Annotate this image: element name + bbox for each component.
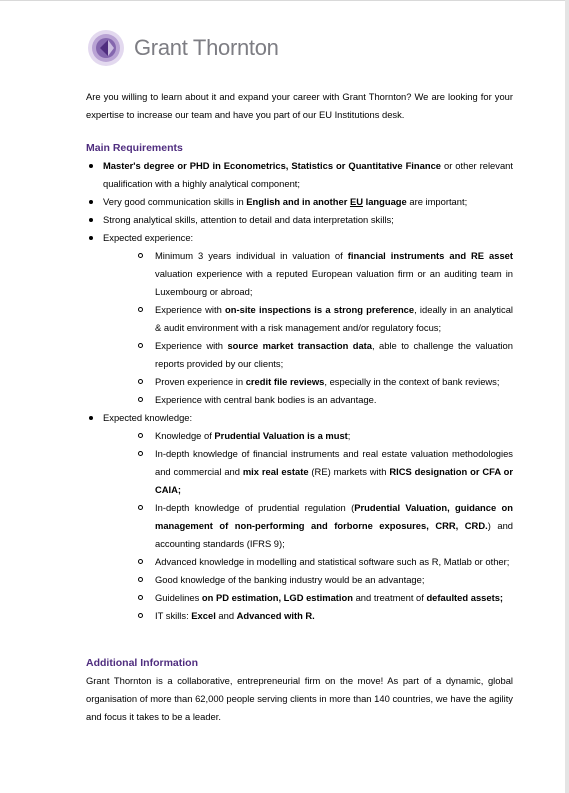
additional-information-section — [86, 654, 513, 726]
list-item: In-depth knowledge of financial instruments and real estate valuation methodologies and commercial and mix real estate (RE) markets with RICS designation or CFA or CAIA; — [138, 445, 513, 499]
main-requirements-heading: Main Requirements — [86, 142, 183, 154]
document-body — [86, 88, 513, 726]
list-item: Minimum 3 years individual in valuation of financial instruments and RE asset valuation experience with a reputed European valuation firm or an auditing team in Luxembourg or abroad; — [138, 247, 513, 301]
list-item: Good knowledge of the banking industry would be an advantage; — [138, 571, 513, 589]
list-item: Experience with on-site inspections is a strong preference, ideally in an analytical & audit environment with a risk management and/or regulatory focus; — [138, 301, 513, 337]
additional-information-heading: Additional Information — [86, 657, 198, 669]
list-item: In-depth knowledge of prudential regulation (Prudential Valuation, guidance on management of non-performing and forborne exposures, CRR, CRD.) and accounting standards (IFRS 9); — [138, 499, 513, 553]
list-item: Very good communication skills in English and in another EU language are important; — [86, 193, 513, 211]
logo-wordmark: Grant Thornton — [134, 35, 279, 60]
list-item: Strong analytical skills, attention to detail and data interpretation skills; — [86, 211, 513, 229]
list-item: IT skills: Excel and Advanced with R. — [138, 607, 513, 625]
page-right-border — [565, 0, 569, 793]
page-top-border — [0, 0, 569, 1]
list-item: Experience with central bank bodies is an advantage. — [138, 391, 513, 409]
logo-mark-icon — [87, 29, 125, 67]
experience-sublist — [103, 247, 513, 409]
list-item: Knowledge of Prudential Valuation is a must; — [138, 427, 513, 445]
intro-paragraph: Are you willing to learn about it and expand your career with Grant Thornton? We are looking for your expertise to increase our team and have you part of our EU Institutions desk. — [86, 91, 513, 120]
list-item-expected-knowledge: Expected knowledge: Knowledge of Prudential Valuation is a must; In-depth knowledge of financial instruments and real estate valuation methodologies and commercial and mix real estate (RE) markets with RICS designation or CFA or CAIA; In-depth knowledge of prudential regulation (Prudential Valuation, guidance on management of non-performing and forborne exposures, CRR, CRD.) and accounting standards (IFRS 9); Advanced knowledge in modelling and statistical software such as R, Matlab or other; Good knowledge of the banking industry would be an advantage; Guidelines on PD estimation, LGD estimation and treatment of defaulted assets; IT skills: Excel and Advanced with R. — [86, 409, 513, 625]
list-item: Proven experience in credit file reviews, especially in the context of bank reviews; — [138, 373, 513, 391]
grant-thornton-logo — [87, 28, 279, 68]
list-item: Advanced knowledge in modelling and statistical software such as R, Matlab or other; — [138, 553, 513, 571]
knowledge-sublist — [103, 427, 513, 625]
list-item: Guidelines on PD estimation, LGD estimation and treatment of defaulted assets; — [138, 589, 513, 607]
list-item: Experience with source market transaction data, able to challenge the valuation reports provided by our clients; — [138, 337, 513, 373]
list-item: Master's degree or PHD in Econometrics, Statistics or Quantitative Finance or other relevant qualification with a highly analytical component; — [86, 157, 513, 193]
list-item-expected-experience: Expected experience: Minimum 3 years individual in valuation of financial instruments and RE asset valuation experience with a reputed European valuation firm or an auditing team in Luxembourg or abroad; Experience with on-site inspections is a strong preference, ideally in an analytical & audit environment with a risk management and/or regulatory focus; Experience with source market transaction data, able to challenge the valuation reports provided by our clients; Proven experience in credit file reviews, especially in the context of bank reviews; Experience with central bank bodies is an advantage. — [86, 229, 513, 409]
requirements-list — [86, 157, 513, 625]
additional-information-paragraph: Grant Thornton is a collaborative, entrepreneurial firm on the move! As part of a dynamic, global organisation of more than 62,000 people serving clients in more than 140 countries, we have the agility and focus it takes to be a leader. — [86, 675, 513, 722]
